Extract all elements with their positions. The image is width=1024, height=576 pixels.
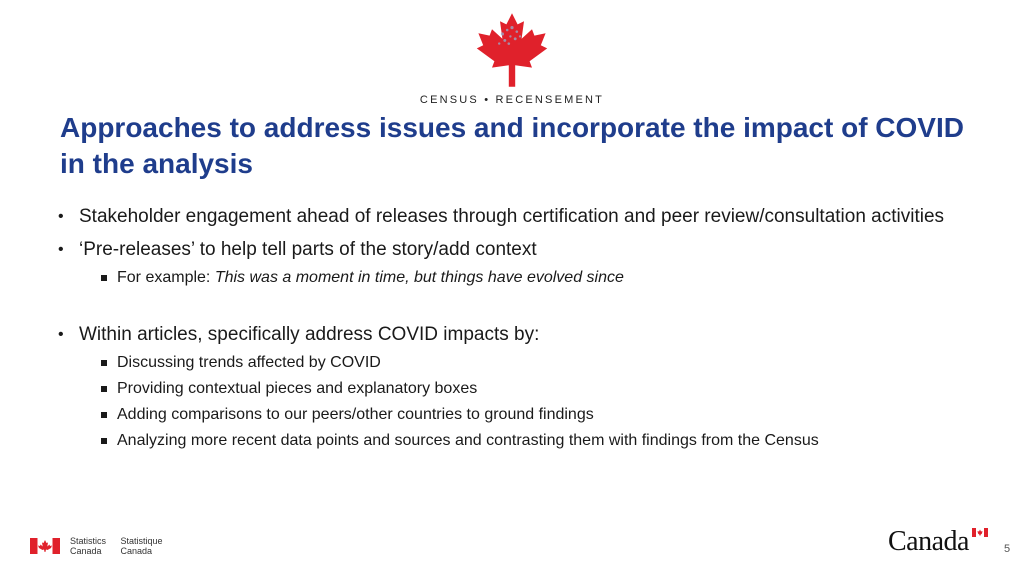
bullet-text: Stakeholder engagement ahead of releases through certification and peer review/consultation activities: [79, 206, 945, 227]
census-logo: [0, 10, 1024, 106]
fip-fr-line1: Statistique: [120, 536, 163, 546]
bullet-item: [58, 323, 988, 454]
canada-wordmark: Canada: [888, 526, 969, 557]
bullet-item: [58, 238, 988, 291]
sub-bullet-quote: This was a moment in time, but things have evolved since: [214, 269, 624, 286]
sub-bullet-item: Adding comparisons to our peers/other countries to ground findings: [79, 402, 988, 428]
bullet-list: [58, 205, 988, 454]
maple-leaf-icon: [472, 10, 552, 90]
sub-bullet-item: Providing contextual pieces and explanatory boxes: [79, 376, 988, 402]
census-wordmark: CENSUS • RECENSEMENT: [419, 94, 605, 106]
fip-en-line1: Statistics: [70, 536, 107, 546]
wordmark-flag-icon: [972, 528, 988, 537]
sub-bullet-item: [79, 265, 988, 291]
fip-en-line2: Canada: [70, 546, 102, 556]
sub-bullet-prefix: For example:: [117, 269, 215, 286]
statcan-signature: [30, 536, 175, 556]
slide-title: Approaches to address issues and incorporate the impact of COVID in the analysis: [60, 112, 964, 179]
sub-bullet-list: [79, 350, 988, 454]
bullet-text: ‘Pre-releases’ to help tell parts of the story/add context: [79, 239, 537, 260]
sub-bullet-item: Discussing trends affected by COVID: [79, 350, 988, 376]
bullet-text: Within articles, specifically address COVID impacts by:: [79, 324, 540, 345]
fip-fr-line2: Canada: [120, 546, 153, 556]
canada-flag-icon: [30, 538, 60, 554]
sub-bullet-item: Analyzing more recent data points and sources and contrasting them with findings from the Census: [79, 428, 988, 454]
bullet-item: [58, 205, 988, 228]
page-number: 5: [1004, 543, 1011, 555]
fip-text: [70, 536, 175, 556]
sub-bullet-list: [79, 265, 988, 291]
